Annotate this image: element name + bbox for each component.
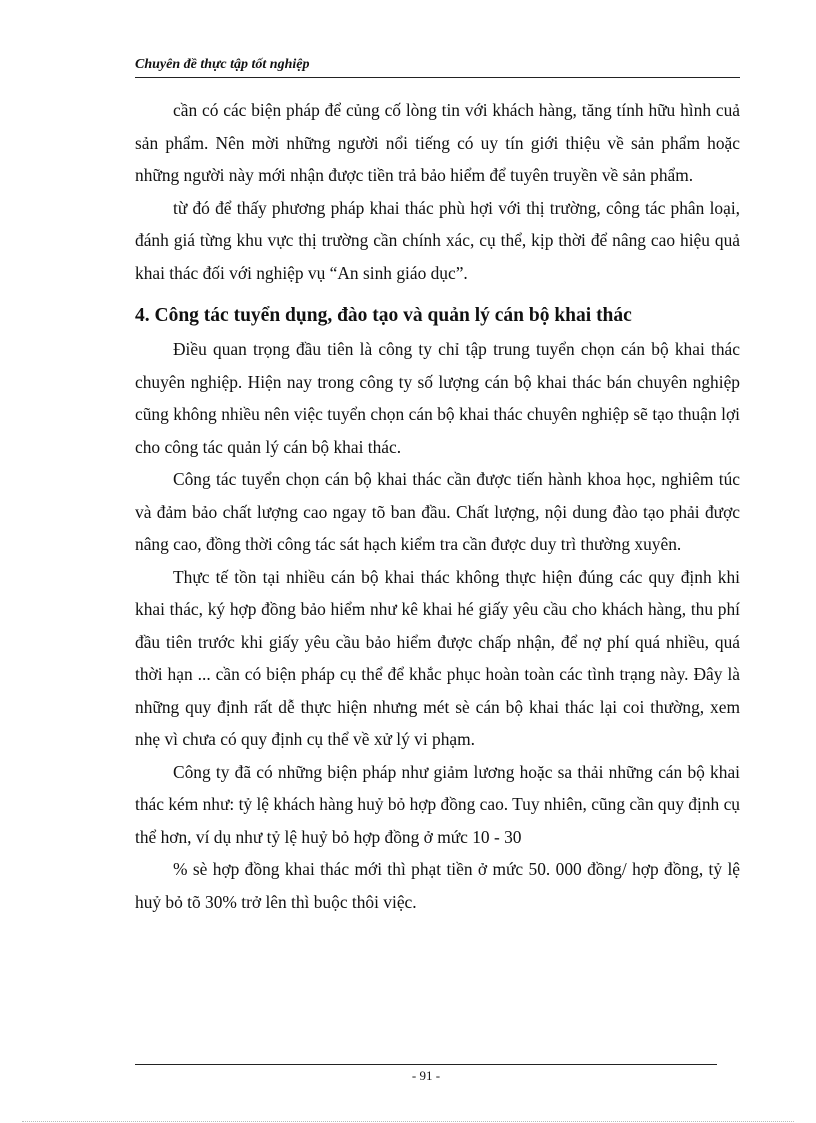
paragraph: Công tác tuyển chọn cán bộ khai thác cần được tiến hành khoa học, nghiêm túc và đảm bảo chất lượng cao ngay tõ ban đầu. Chất lượng, nội dung đào tạo phải được nâng cao, đồng thời công tác sát hạch kiểm tra cần được duy trì thường xuyên. [135, 469, 740, 554]
running-header: Chuyên đề thực tập tốt nghiệp [135, 57, 740, 78]
paragraph: từ đó để thấy phương pháp khai thác phù hợi với thị trường, công tác phân loại, đánh giá từng khu vực thị trường cần chính xác, cụ thể, kịp thời để nâng cao hiệu quả khai thác đối với nghiệp vụ “An sinh giáo dục”. [135, 197, 740, 283]
footer-divider [135, 1064, 717, 1065]
paragraph: Thực tế tồn tại nhiều cán bộ khai thác không thực hiện đúng các quy định khi khai thác, ký hợp đồng bảo hiểm như kê khai hé giấy yêu cầu cho khách hàng, thu phí đầu tiên trước khi giấy yêu cầu bảo hiểm được chấp nhận, để nợ phí quá nhiều, quá thời hạn ... cần có biện pháp cụ thể để khắc phục hoàn toàn các tình trạng này. Đây là những quy định rất dễ thực hiện nhưng mét sè cán bộ khai thác lại coi thường, xem nhẹ vì chưa có quy định cụ thể về xử lý vi phạm. [135, 566, 740, 749]
paragraph: cần có các biện pháp để củng cố lòng tin với khách hàng, tăng tính hữu hình cuả sản phẩm. Nên mời những người nổi tiếng có uy tín giới thiệu về sản phẩm hoặc những người này mới nhận được tiền trả bảo hiểm để tuyên truyền về sản phẩm. [135, 100, 740, 185]
document-body [135, 94, 740, 918]
page-edge-divider [22, 1121, 794, 1122]
page-number: - 91 - [411, 1068, 441, 1083]
section-heading: 4. Công tác tuyển dụng, đào tạo và quản lý cán bộ khai thác [135, 305, 632, 326]
paragraph: % sè hợp đồng khai thác mới thì phạt tiền ở mức 50. 000 đồng/ hợp đồng, tỷ lệ huỷ bỏ tõ 30% trở lên thì buộc thôi việc. [135, 859, 740, 912]
paragraph: Công ty đã có những biện pháp như giảm lương hoặc sa thải những cán bộ khai thác kém như: tỷ lệ khách hàng huỷ bỏ hợp đồng cao. Tuy nhiên, cũng cần quy định cụ thể hơn, ví dụ như tỷ lệ huỷ bỏ hợp đồng ở mức 10 - 30 [135, 761, 740, 847]
paragraph: Điều quan trọng đầu tiên là công ty chỉ tập trung tuyển chọn cán bộ khai thác chuyên nghiệp. Hiện nay trong công ty số lượng cán bộ khai thác bán chuyên nghiệp cũng không nhiều nên việc tuyển chọn cán bộ khai thác chuyên nghiệp sẽ tạo thuận lợi cho công tác quản lý cán bộ khai thác. [135, 339, 740, 457]
